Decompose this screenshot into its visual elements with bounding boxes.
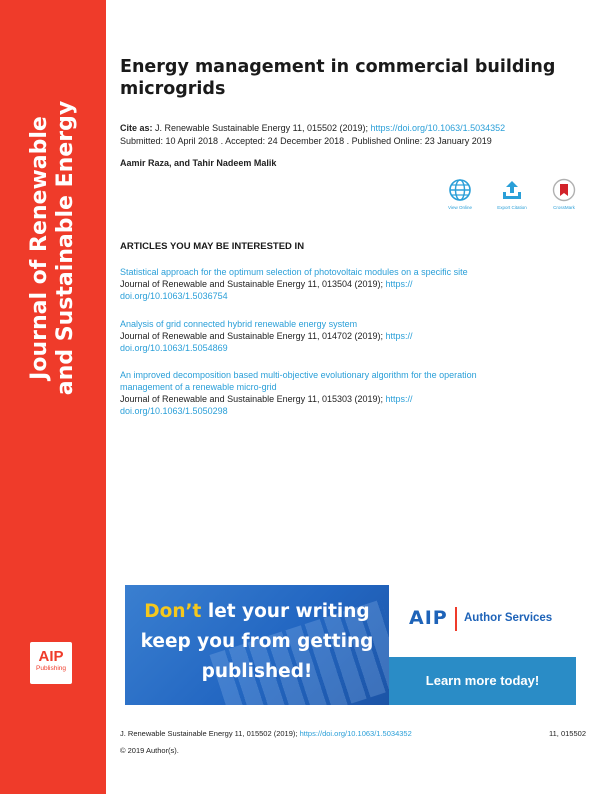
- related-articles-heading: ARTICLES YOU MAY BE INTERESTED IN: [120, 241, 305, 252]
- related-article-title[interactable]: Statistical approach for the optimum selection of photovoltaic modules on a specific site: [120, 267, 468, 277]
- crossmark-icon: [552, 178, 576, 202]
- journal-title-vertical: [27, 88, 79, 408]
- ad-headline-line3: published!: [201, 661, 313, 682]
- article-title: Energy management in commercial building microgrids: [120, 57, 556, 99]
- related-article: [120, 318, 584, 354]
- crossmark-button[interactable]: [544, 178, 584, 210]
- view-online-label: View Online: [448, 205, 472, 210]
- ad-service-name: Author Services: [464, 612, 553, 624]
- ad-image-panel: [125, 585, 389, 705]
- journal-sidebar: [0, 0, 106, 794]
- footer-page-number: 11, 015502: [549, 729, 586, 738]
- ad-aip-logo: AIP: [409, 607, 448, 629]
- author-services-ad[interactable]: [125, 585, 576, 705]
- doi-link-continued[interactable]: doi.org/10.1063/1.5054869: [120, 343, 228, 353]
- cite-line: [120, 122, 580, 135]
- export-citation-label: Export Citation: [497, 205, 527, 210]
- doi-link-continued[interactable]: doi.org/10.1063/1.5050298: [120, 406, 228, 416]
- cite-label: Cite as:: [120, 123, 153, 133]
- copyright-notice: © 2019 Author(s).: [120, 746, 179, 755]
- related-article-title[interactable]: Analysis of grid connected hybrid renewable energy system: [120, 319, 358, 329]
- ad-headline-rest: let your writing: [201, 601, 370, 622]
- aip-logo-text: AIP: [38, 648, 64, 665]
- ad-brand-panel: [389, 585, 576, 705]
- journal-title-line1: Journal of Renewable: [27, 116, 52, 380]
- article-meta: [120, 122, 580, 148]
- globe-icon: [448, 178, 472, 202]
- footer-doi-link[interactable]: https://doi.org/10.1063/1.5034352: [299, 729, 412, 738]
- doi-link[interactable]: https://: [385, 331, 413, 341]
- page-footer: [120, 729, 586, 738]
- doi-link[interactable]: https://: [385, 279, 413, 289]
- ad-headline-line1: [125, 601, 389, 622]
- related-article-title-continued[interactable]: management of a renewable micro-grid: [120, 382, 277, 392]
- article-actions: [440, 178, 590, 218]
- related-article: [120, 266, 584, 302]
- citation-text: Journal of Renewable and Sustainable Energy 11, 015303 (2019);: [120, 394, 384, 404]
- related-article-citation: [120, 393, 584, 405]
- citation-text: Journal of Renewable and Sustainable Energy 11, 014702 (2019);: [120, 331, 384, 341]
- related-article-title[interactable]: An improved decomposition based multi-objective evolutionary algorithm for the operation: [120, 370, 477, 380]
- learn-more-button[interactable]: Learn more today!: [389, 657, 576, 705]
- ad-logo-divider: [455, 607, 457, 631]
- ad-headline-line2: keep you from getting: [140, 631, 374, 652]
- crossmark-label: CrossMark: [553, 205, 575, 210]
- dates-line: Submitted: 10 April 2018 . Accepted: 24 December 2018 . Published Online: 23 January 2019: [120, 136, 492, 146]
- related-article-citation: [120, 330, 584, 342]
- export-citation-button[interactable]: [492, 178, 532, 210]
- publishing-logo-text: Publishing: [36, 665, 66, 672]
- footer-citation: J. Renewable Sustainable Energy 11, 015502 (2019);: [120, 729, 298, 738]
- cite-doi-link[interactable]: https://doi.org/10.1063/1.5034352: [370, 123, 506, 133]
- ad-highlight-word: Don’t: [144, 601, 202, 622]
- export-icon: [500, 178, 524, 202]
- doi-link[interactable]: https://: [385, 394, 413, 404]
- citation-text: Journal of Renewable and Sustainable Energy 11, 013504 (2019);: [120, 279, 384, 289]
- doi-link-continued[interactable]: doi.org/10.1063/1.5036754: [120, 291, 228, 301]
- aip-publishing-logo[interactable]: [30, 642, 72, 684]
- cite-text: J. Renewable Sustainable Energy 11, 015502 (2019);: [155, 123, 369, 133]
- journal-title-line2: and Sustainable Energy: [53, 100, 78, 396]
- related-article: [120, 369, 584, 417]
- article-authors[interactable]: Aamir Raza, and Tahir Nadeem Malik: [120, 158, 277, 168]
- view-online-button[interactable]: [440, 178, 480, 210]
- related-article-citation: [120, 278, 584, 290]
